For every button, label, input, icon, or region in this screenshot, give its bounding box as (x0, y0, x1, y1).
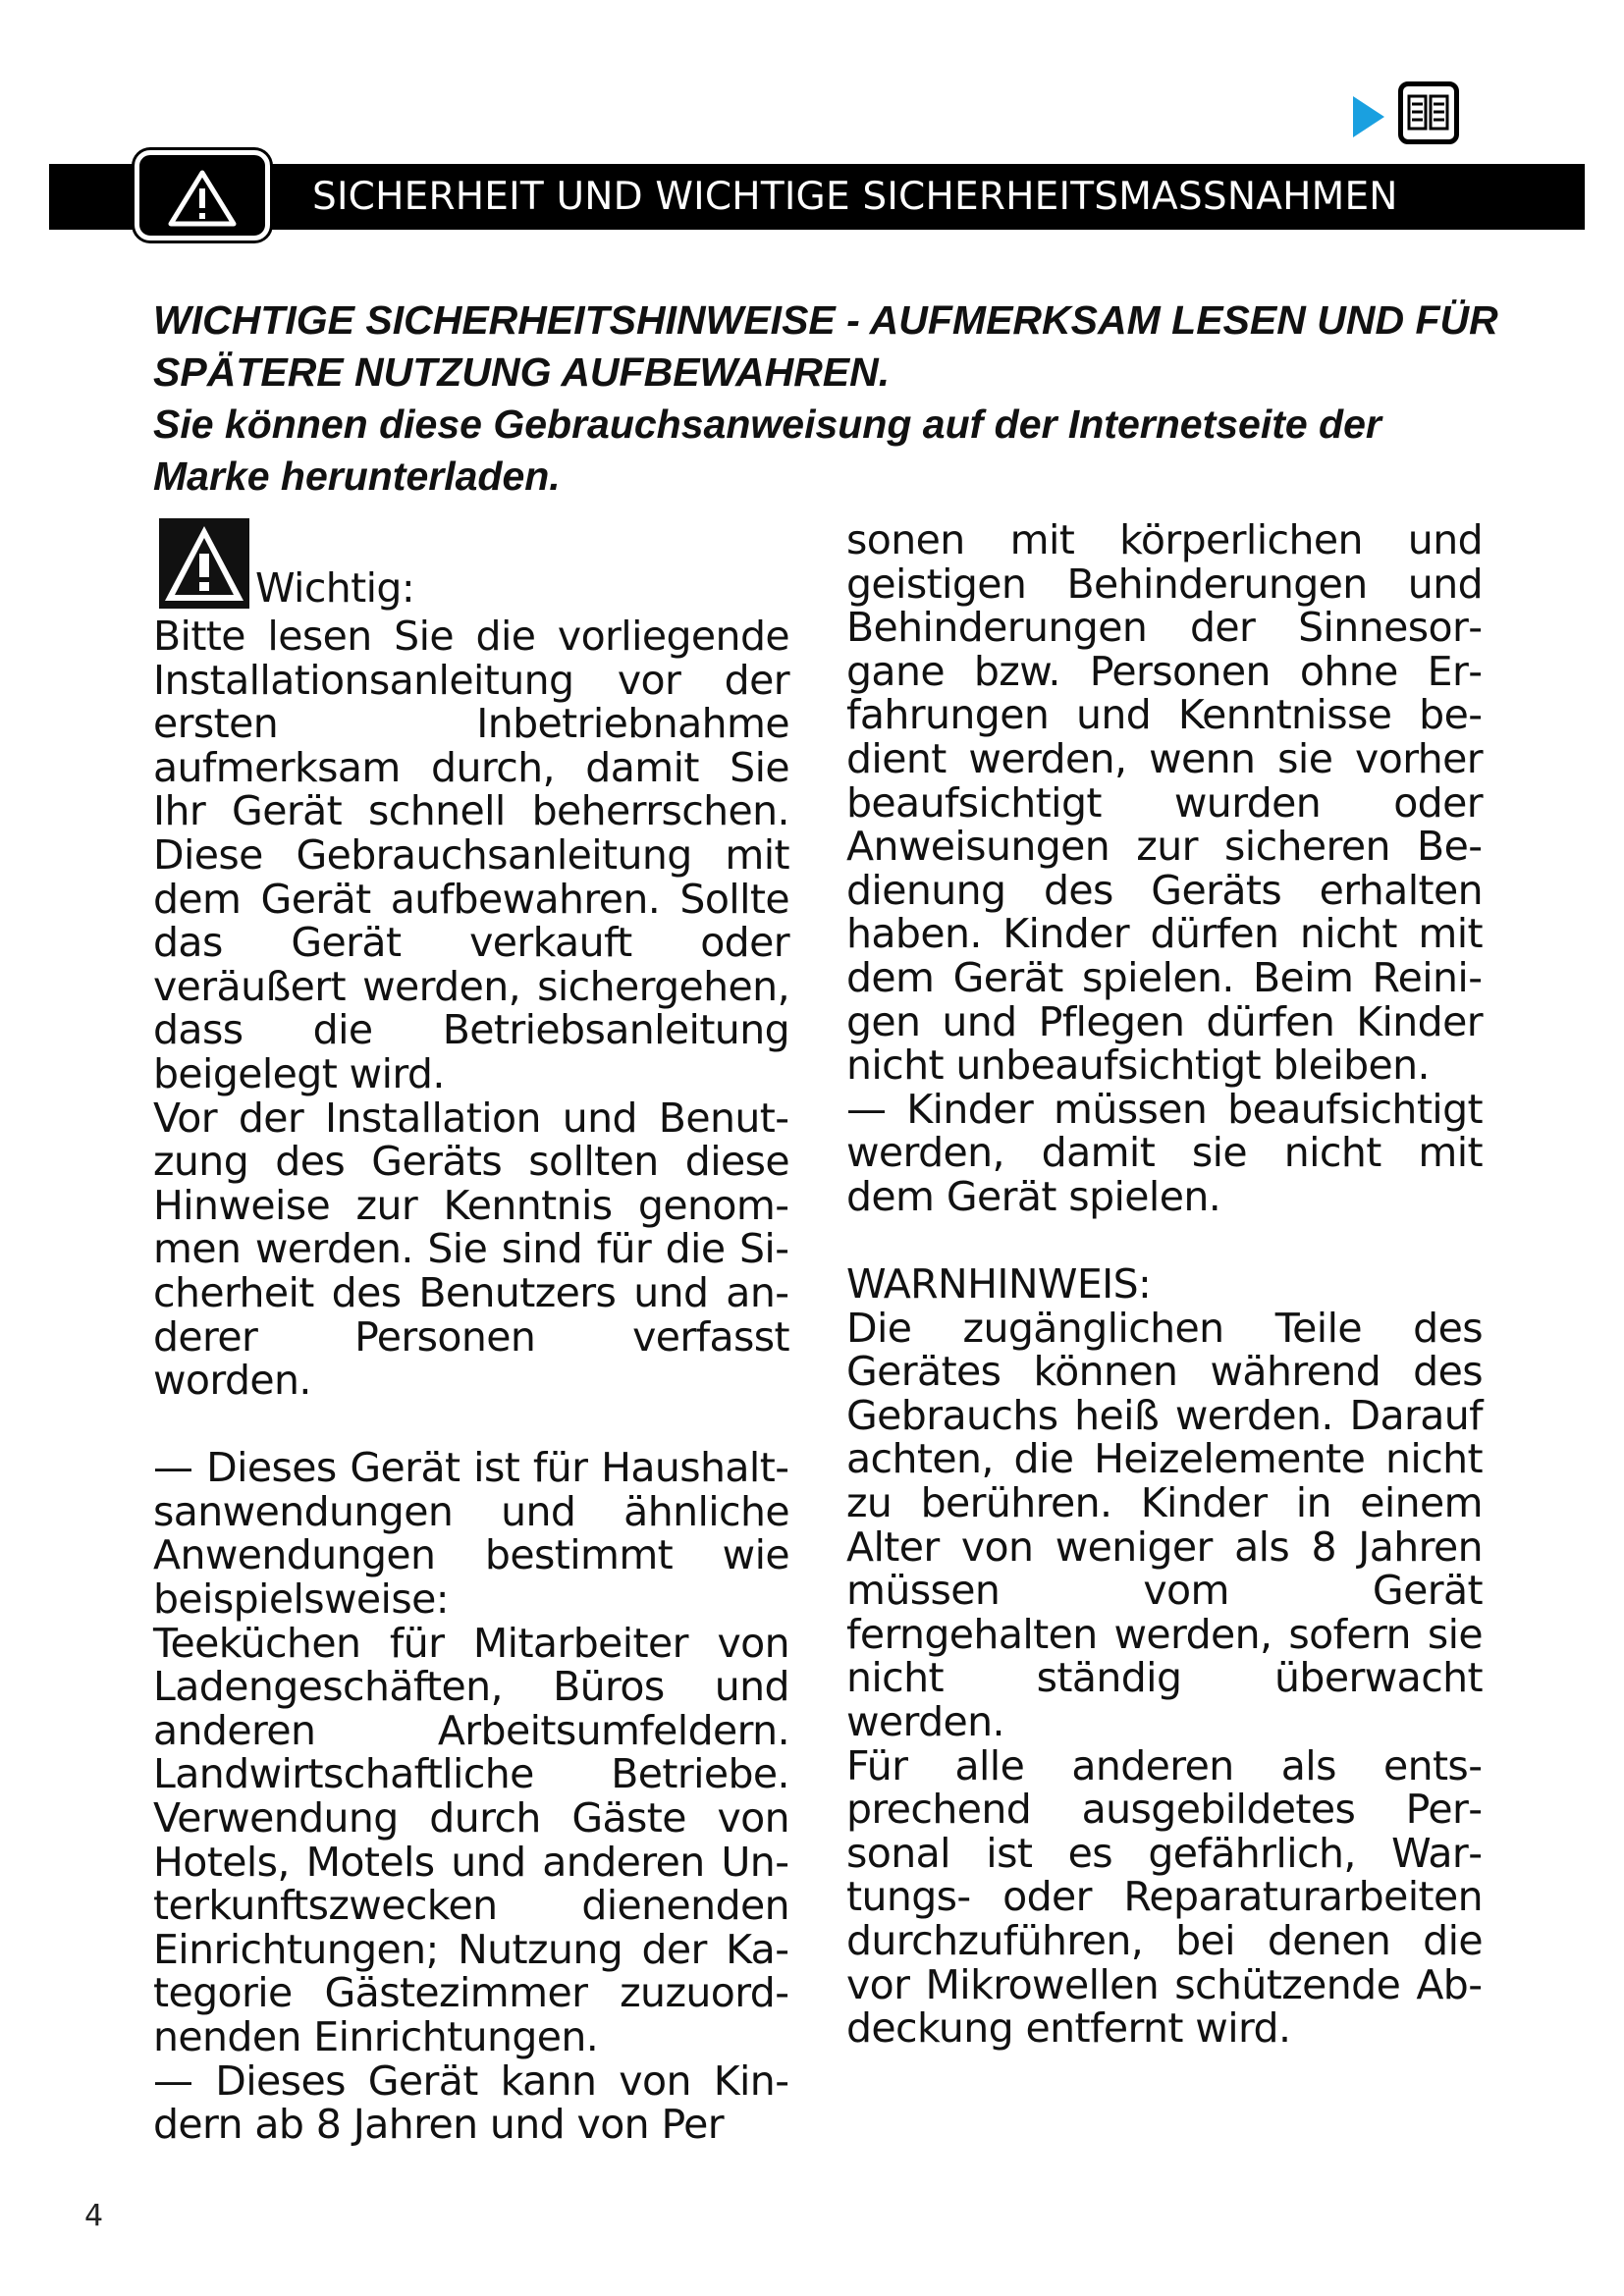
page-number: 4 (84, 2199, 104, 2233)
nav-icons (1353, 79, 1473, 155)
paragraph: — Dieses Gerät ist für Haushaltsanwendungen und ähnliche Anwendungen bestimmt wie beispielsweise: (153, 1444, 789, 1624)
paragraph: — Dieses Gerät kann von Kindern ab 8 Jahren und von Per (153, 2056, 789, 2149)
play-arrow-icon[interactable] (1353, 96, 1384, 137)
left-column (153, 518, 789, 2147)
paragraph: Teeküchen für Mitarbeiter von Ladengeschäften, Büros und anderen Arbeitsumfeldern. Landwirtschaftliche Betriebe. Verwendung durch Gäste von Hotels, Motels und anderen Unterkunftszwecken dienenden Einrichtungen; Nutzung der Kategorie Gästezimmer zuzuordnenden Einrichtungen. (153, 1619, 789, 2060)
important-heading (153, 518, 789, 614)
paragraph: Die zugänglichen Teile des Gerätes können während des Gebrauchs heiß werden. Darauf achten, die Heizelemente nicht zu berühren. Kinder in einem Alter von weniger als 8 Jahren müssen vom Gerät ferngehalten werden, sofern sie nicht ständig überwacht werden. (846, 1304, 1483, 1746)
paragraph: Vor der Installation und Benutzung des Geräts sollten diese Hinweise zur Kenntnis genommen werden. Sie sind für die Sicherheit des Benutzers und anderer Personen verfasst worden. (153, 1094, 789, 1405)
intro-notice (153, 294, 1498, 503)
important-label: Wichtig: (255, 564, 415, 612)
manual-book-icon[interactable] (1398, 81, 1459, 144)
paragraph: Für alle anderen als entsprechend ausgebildetes Personal ist es gefährlich, Wartungs- oder Reparaturarbeiten durchzuführen, bei denen die vor Mikrowellen schützende Abdeckung entfernt wird. (846, 1741, 1483, 2053)
paragraph: — Kinder müssen beaufsichtigt werden, damit sie nicht mit dem Gerät spielen. (846, 1085, 1483, 1220)
paragraph: Bitte lesen Sie die vorliegende Installationsanleitung vor der ersten Inbetriebnahme aufmerksam durch, damit Sie Ihr Gerät schnell beherrschen. Diese Gebrauchsanleitung mit dem Gerät aufbewahren. Sollte das Gerät verkauft oder veräußert werden, sichergehen, dass die Betriebsanleitung beigelegt wird. (153, 613, 789, 1097)
paragraph: sonen mit körperlichen und geistigen Behinderungen und Behinderungen der Sinnesorgane bzw. Personen ohne Erfahrungen und Kenntnisse bedient werden, wenn sie vorher beaufsichtigt wurden oder Anweisungen zur sicheren Bedienung des Geräts erhalten haben. Kinder dürfen nicht mit dem Gerät spielen. Beim Reinigen und Pflegen dürfen Kinder nicht unbeaufsichtigt bleiben. (846, 516, 1483, 1090)
intro-line-1: WICHTIGE SICHERHEITSHINWEISE - AUFMERKSAM LESEN UND FÜR SPÄTERE NUTZUNG AUFBEWAHREN. (153, 297, 1498, 395)
warning-triangle-icon (167, 169, 238, 228)
section-title: SICHERHEIT UND WICHTIGE SICHERHEITSMASSNAHMEN (312, 175, 1398, 219)
header-warning-badge (135, 150, 270, 240)
right-column (846, 518, 1483, 2051)
warning-triangle-icon (159, 518, 249, 609)
warning-title: WARNHINWEIS: (846, 1260, 1152, 1308)
intro-line-2: Sie können diese Gebrauchsanweisung auf der Internetseite der Marke herunterladen. (153, 401, 1381, 499)
